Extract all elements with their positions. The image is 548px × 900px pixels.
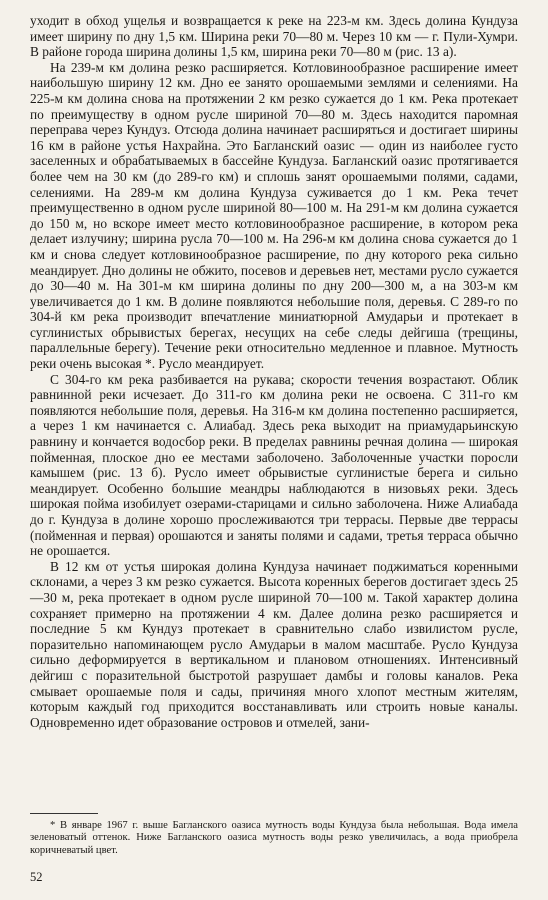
paragraph-3: С 304-го км река разбивается на рукава; скорости течения возрастают. Облик равнинной реки исчезает. До 311-го км долина реки не освоена. С 311-го км появляются небольшие поля, деревья. На 316-м км долина постепенно расширяется, а через 1 км начинается с. Алиабад. Здесь река выходит на приамударьинскую равнину и кончается водосбор реки. В пределах равнины речная долина — широкая пойменная, плоское дно ее местами заболочено. Заболоченные участки поросли камышем (рис. 13 б). Русло имеет обрывистые суглинистые берега и сильно меандирует. Особенно большие меандры наблюдаются в низовьях реки. Здесь широкая пойма изобилует озерами-старицами и сильно заболочена. Ниже Алиабада до г. Кундуза в долине хорошо прослеживаются три террасы. Первые две террасы (пойменная и первая) орошаются и заняты полями и садами, третья терраса обычно не орошается. [30,371,518,559]
paragraph-1: уходит в обход ущелья и возвращается к реке на 223-м км. Здесь долина Кундуза имеет ширину по дну 1,5 км. Ширина реки 70—80 м. Через 10 км — г. Пули-Хумри. В районе города ширина долины 1,5 км, ширина реки 70—80 м (рис. 13 а). [30,13,518,60]
page-number: 52 [30,870,43,884]
paragraph-2: На 239-м км долина резко расширяется. Котловинообразное расширение имеет наибольшую ширину 12 км. Дно ее занято орошаемыми землями и селениями. На 225-м км долина снова на протяжении 2 км резко сужается до 1 км. Река протекает по преимуществу в одном русле шириной 70—80 м. Здесь находится паромная переправа через Кундуз. Отсюда долина начинает расширяться и достигает ширины 16 км в районе устья Нахрайна. Это Багланский оазис — один из наиболее густо заселенных и обрабатываемых в бассейне Кундуза. Багланский оазис протягивается более чем на 30 км (до 289-го км) и сплошь занят орошаемыми полями, садами, селениями. На 289-м км долина Кундуза суживается до 1 км. Река течет преимущественно в одном русле шириной 80—100 м. На 291-м км долина сужается до 150 м, но вскоре имеет место котловинообразное расширение, в котором река делает излучину; ширина русла 70—100 м. На 296-м км долина снова сужается до 1 км и снова следует котловинообразное расширение, по дну которого река сильно меандирует. Дно долины не обжито, посевов и деревьев нет, местами русло сужается до 30—40 м. На 301-м км ширина долины по дну 200—300 м, а на 303-м км увеличивается до 1 км. В долине появляются небольшие поля, деревья. С 289-го по 304-й км река производит впечатление миниатюрной Амударьи и протекает в суглинистых обрывистых берегах, несущих на себе следы дейгиша (трещины, параллельные берегу). Течение реки относительно медленное и плавное. Мутность реки очень высокая *. Русло меандирует. [30,59,518,372]
footnote [30,820,518,857]
paragraph-4: В 12 км от устья широкая долина Кундуза начинает поджиматься коренными склонами, а через 3 км резко сужается. Высота коренных берегов достигает здесь 25—30 м, река протекает в одном русле шириной 70—100 м. Такой характер долина сохраняет примерно на протяжении 4 км. Далее долина резко расширяется и последние 5 км Кундуз протекает в сравнительно слабо извилистом русле, поразительно напоминающем русло Амударьи в малом масштабе. Русло Кундуза сильно деформируется в вертикальном и плановом отношениях. Интенсивный дейгиш с поразительной быстротой разрушает дамбы и головы каналов. Река смывает орошаемые поля и сады, причиняя много хлопот местным жителям, которым каждый год приходится восстанавливать или строить новые каналы. Одновременно идет образование островов и отмелей, зани- [30,558,518,730]
main-text [30,13,518,730]
footnote-text: * В январе 1967 г. выше Багланского оазиса мутность воды Кундуза была небольшая. Вода имела зеленоватый оттенок. Ниже Багланского оазиса мутность воды резко увеличилась, а вода приобрела коричневатый цвет. [30,820,518,856]
footnote-divider [30,813,98,814]
